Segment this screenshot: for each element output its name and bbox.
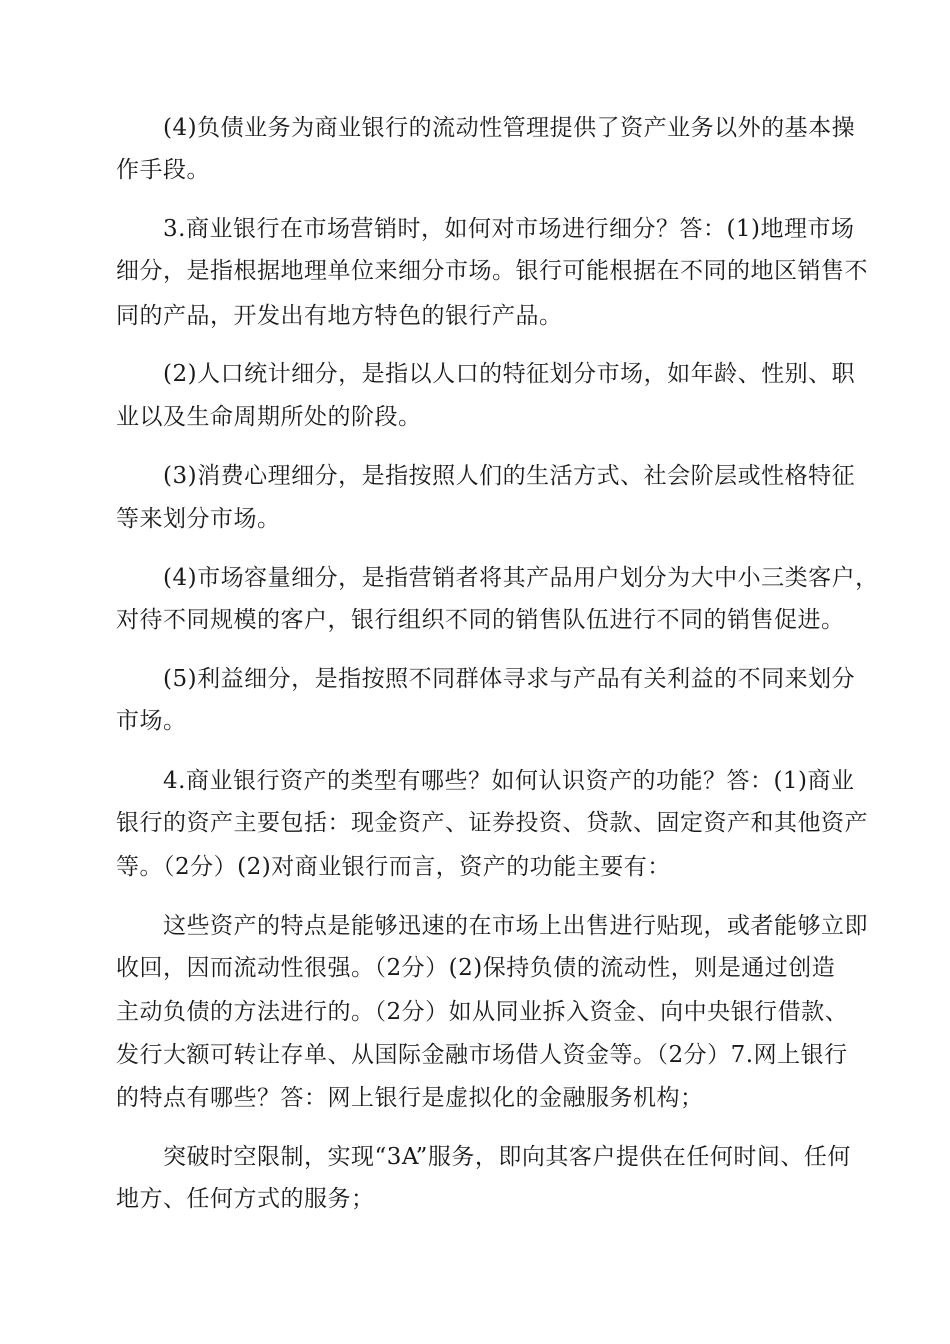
paragraph-6-line-1: (5)利益细分，是指按照不同群体寻求与产品有关利益的不同来划分 [163, 666, 856, 692]
paragraph-7-line-1: 4.商业银行资产的类型有哪些？如何认识资产的功能？答：(1)商业 [163, 768, 855, 794]
paragraph-2-line-1: 3.商业银行在市场营销时，如何对市场进行细分？答：(1)地理市场 [163, 216, 855, 242]
paragraph-9-line-1: 突破时空限制，实现“3A”服务，即向其客户提供在任何时间、任何 [163, 1144, 851, 1170]
paragraph-8-line-2: 收回，因而流动性很强。（2分）(2)保持负债的流动性，则是通过创造 [116, 955, 836, 981]
paragraph-8-line-4: 发行大额可转让存单、从国际金融市场借人资金等。（2分）7.网上银行 [116, 1042, 848, 1068]
paragraph-4-line-1: (3)消费心理细分，是指按照人们的生活方式、社会阶层或性格特征 [163, 463, 856, 489]
paragraph-5-line-1: (4)市场容量细分，是指营销者将其产品用户划分为大中小三类客户， [163, 565, 879, 591]
paragraph-6-line-2: 市场。 [116, 708, 187, 734]
paragraph-8-line-1: 这些资产的特点是能够迅速的在市场上出售进行贴现，或者能够立即 [163, 913, 868, 939]
paragraph-4-line-2: 等来划分市场。 [116, 506, 281, 532]
paragraph-8-line-5: 的特点有哪些？答：网上银行是虚拟化的金融服务机构； [116, 1085, 704, 1111]
paragraph-7-line-3: 等。（2分）(2)对商业银行而言，资产的功能主要有： [116, 854, 671, 880]
paragraph-2-line-2: 细分，是指根据地理单位来细分市场。银行可能根据在不同的地区销售不 [116, 258, 868, 284]
paragraph-7-line-2: 银行的资产主要包括：现金资产、证券投资、贷款、固定资产和其他资产 [116, 810, 868, 836]
paragraph-1-line-1: (4)负债业务为商业银行的流动性管理提供了资产业务以外的基本操 [163, 115, 856, 141]
paragraph-1-line-2: 作手段。 [116, 157, 210, 183]
paragraph-9-line-2: 地方、任何方式的服务； [116, 1186, 375, 1212]
paragraph-5-line-2: 对待不同规模的客户，银行组织不同的销售队伍进行不同的销售促进。 [116, 607, 845, 633]
paragraph-3-line-1: (2)人口统计细分，是指以人口的特征划分市场，如年龄、性别、职 [163, 361, 856, 387]
paragraph-8-line-3: 主动负债的方法进行的。（2分）如从同业拆入资金、向中央银行借款、 [116, 999, 849, 1025]
paragraph-2-line-3: 同的产品，开发出有地方特色的银行产品。 [116, 303, 563, 329]
paragraph-3-line-2: 业以及生命周期所处的阶段。 [116, 404, 422, 430]
